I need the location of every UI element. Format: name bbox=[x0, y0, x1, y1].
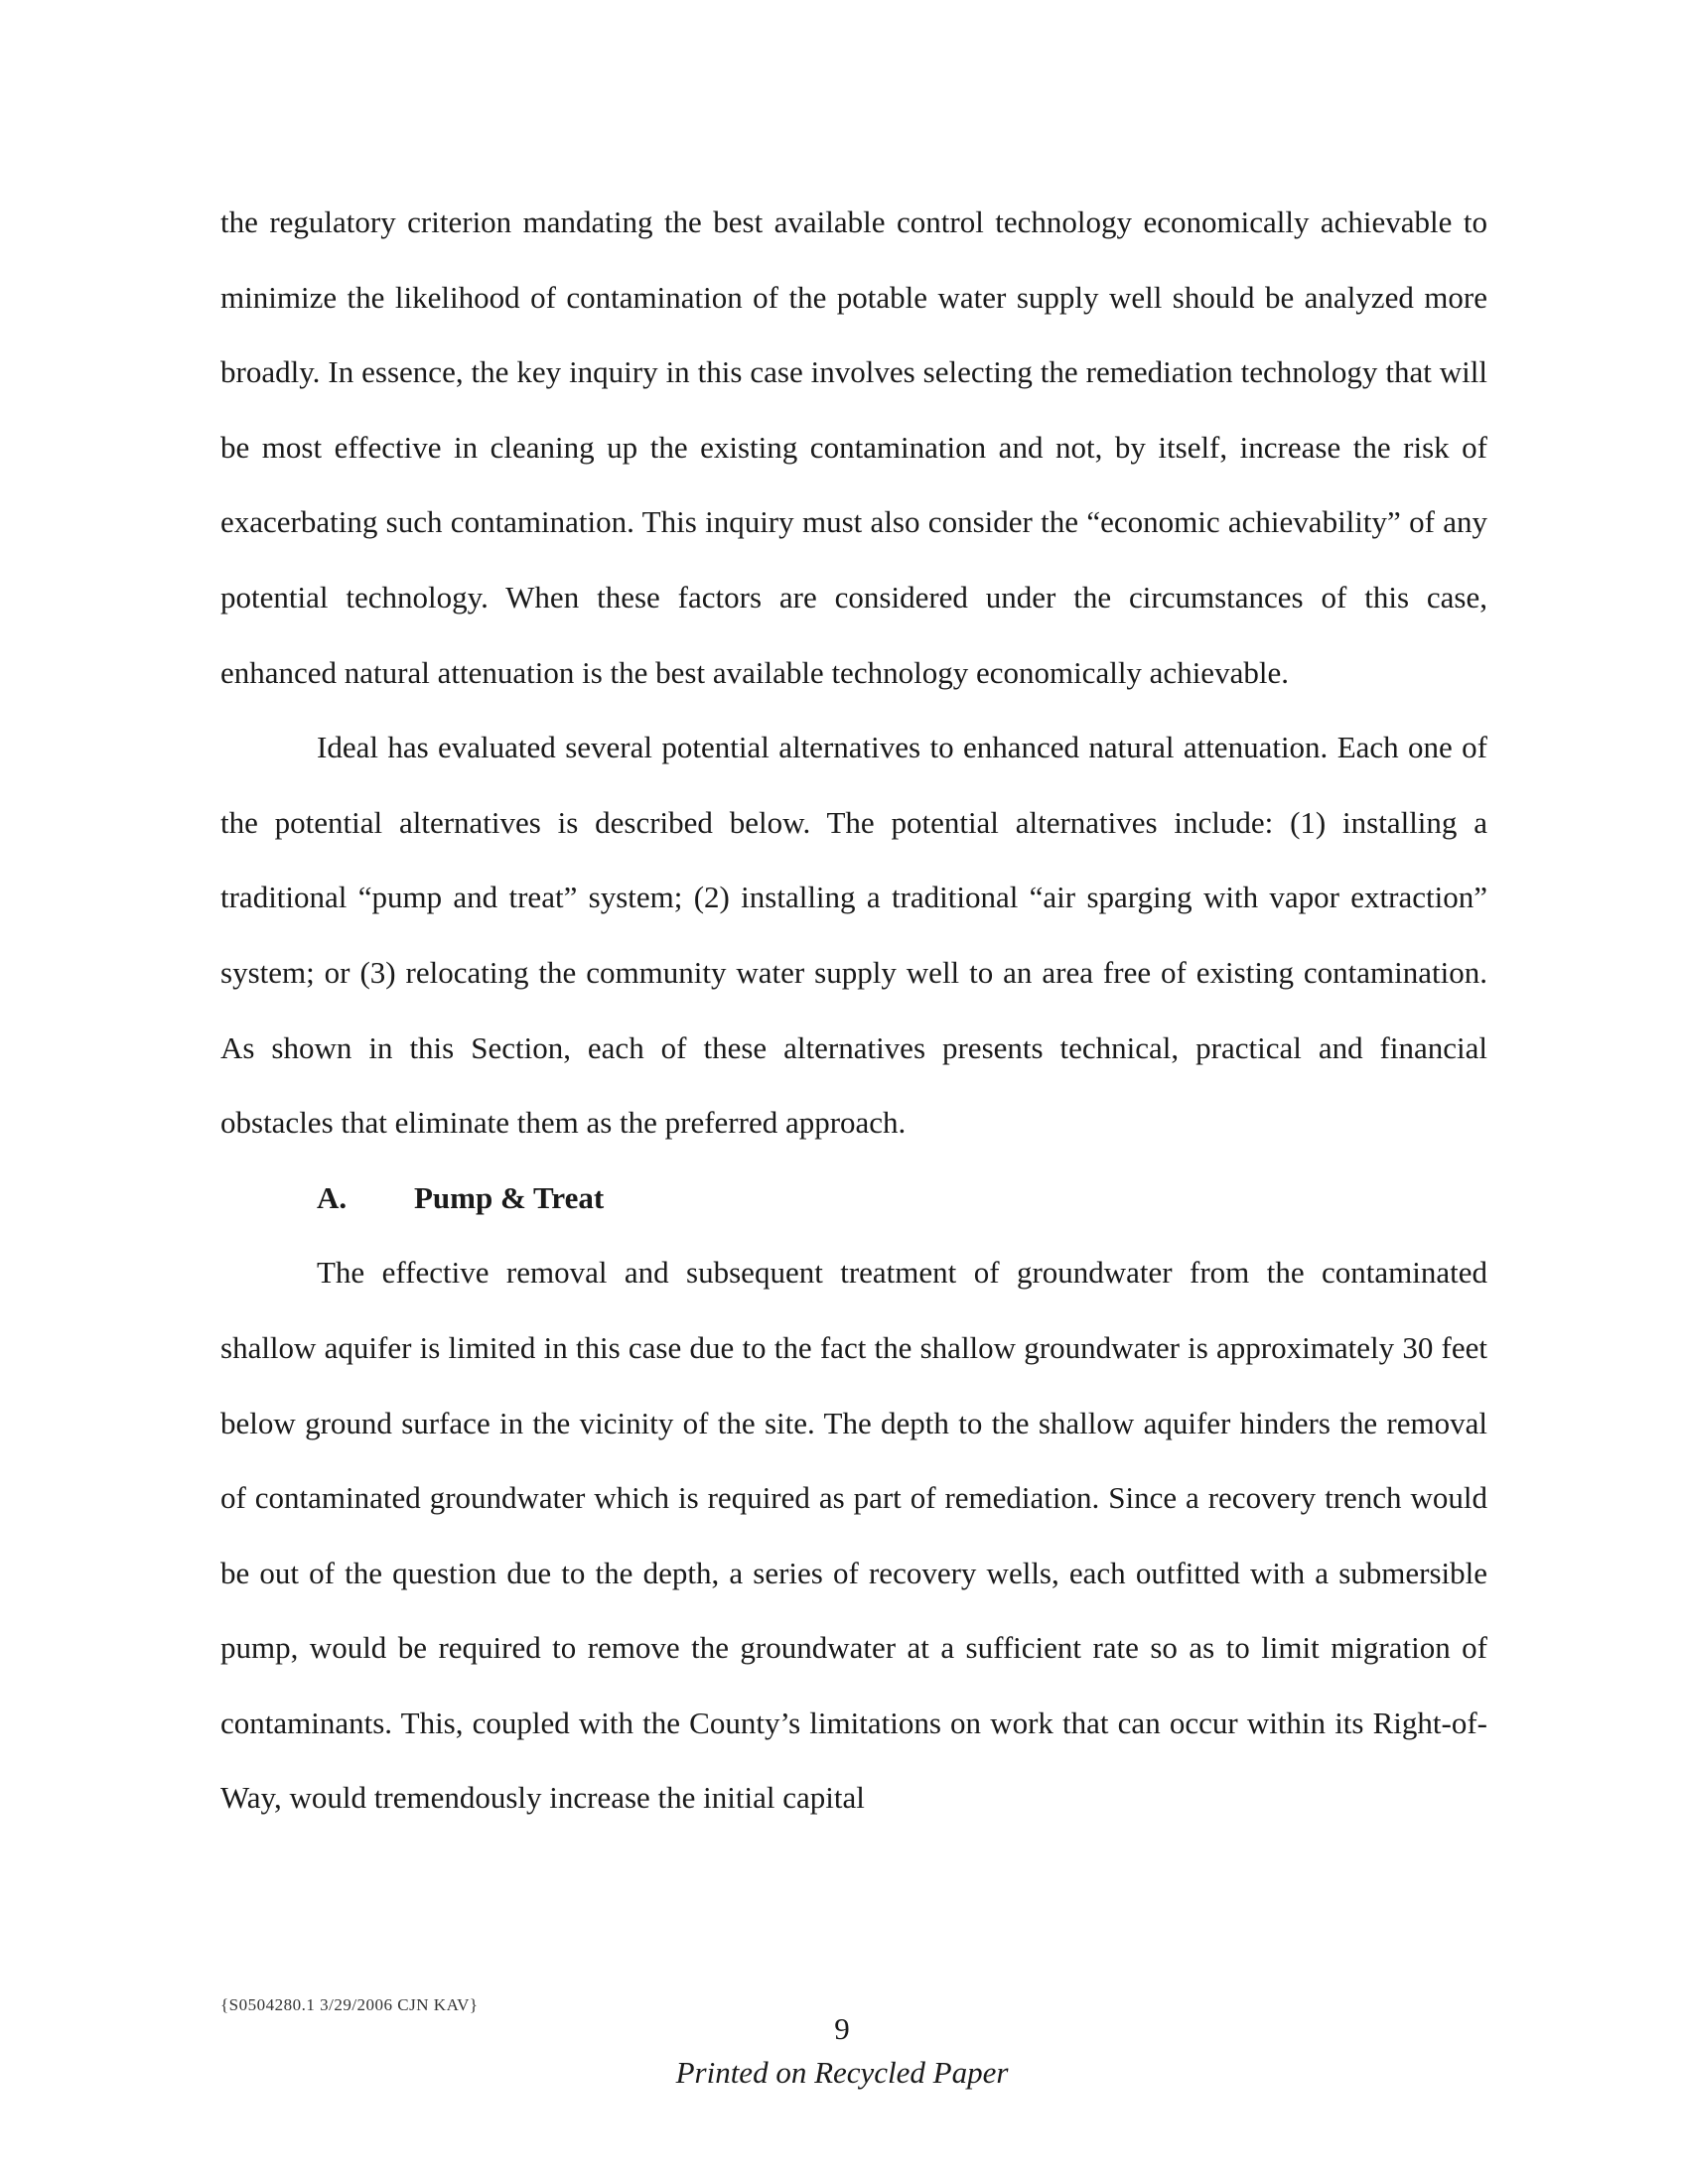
paragraph-pump-treat: The effective removal and subsequent treatment of groundwater from the contaminated shallow aquifer is limited in this case due to the fact the shallow groundwater is approximately 30 feet below ground surface in the vicinity of the site. The depth to the shallow aquifer hinders the removal of contaminated groundwater which is required as part of remediation. Since a recovery trench would be out of the question due to the depth, a series of recovery wells, each outfitted with a submersible pump, would be required to remove the groundwater at a sufficient rate so as to limit migration of contaminants. This, coupled with the County’s limitations on work that can occur within its Right-of-Way, would tremendously increase the initial capital bbox=[220, 1255, 1487, 1816]
page-number: 9 bbox=[834, 2011, 850, 2046]
document-id-footer: {S0504280.1 3/29/2006 CJN KAV} bbox=[220, 1995, 479, 2014]
section-heading-title: Pump & Treat bbox=[414, 1179, 605, 1215]
recycled-paper-note: Printed on Recycled Paper bbox=[675, 2055, 1009, 2090]
document-body bbox=[220, 185, 1487, 1836]
section-heading bbox=[220, 1160, 1487, 1236]
paragraph-continuation: the regulatory criterion mandating the best available control technology economically achievable to minimize the likelihood of contamination of the potable water supply well should be analyzed more broadly. In essence, the key inquiry in this case involves selecting the remediation technology that will be most effective in cleaning up the existing contamination and not, by itself, increase the risk of exacerbating such contamination. This inquiry must also consider the “economic achievability” of any potential technology. When these factors are considered under the circumstances of this case, enhanced natural attenuation is the best available technology economically achievable. bbox=[220, 205, 1487, 690]
paragraph-alternatives: Ideal has evaluated several potential alternatives to enhanced natural attenuation. Each one of the potential alternatives is described below. The potential alternatives include: (1) installing a traditional “pump and treat” system; (2) installing a traditional “air sparging with vapor extraction” system; or (3) relocating the community water supply well to an area free of existing contamination. As shown in this Section, each of these alternatives presents technical, practical and financial obstacles that eliminate them as the preferred approach. bbox=[220, 730, 1487, 1141]
section-heading-number: A. bbox=[317, 1179, 348, 1215]
